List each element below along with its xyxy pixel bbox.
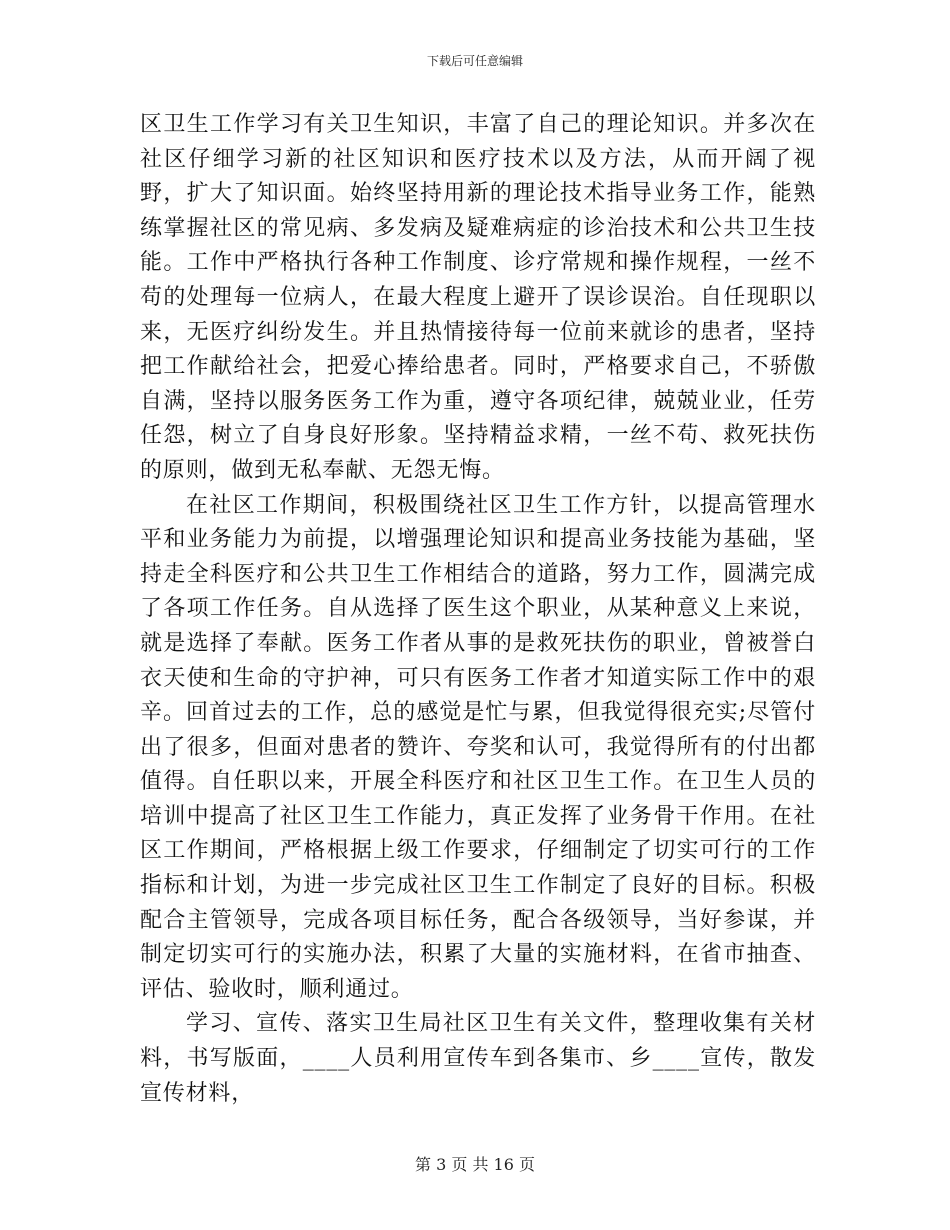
document-body	[140, 108, 816, 1111]
page-header: 下载后可任意编辑	[426, 54, 523, 68]
paragraph-publicity: 学习、宣传、落实卫生局社区卫生有关文件，整理收集有关材料，书写版面，____人员利用宣传车到各集市、乡____宣传，散发宣传材料，	[140, 1011, 816, 1106]
paragraph-continuation: 区卫生工作学习有关卫生知识，丰富了自己的理论知识。并多次在社区仔细学习新的社区知识和医疗技术以及方法，从而开阔了视野，扩大了知识面。始终坚持用新的理论技术指导业务工作，能熟练掌握社区的常见病、多发病及疑难病症的诊治技术和公共卫生技能。工作中严格执行各种工作制度、诊疗常规和操作规程，一丝不苟的处理每一位病人，在最大程度上避开了误诊误治。自任现职以来，无医疗纠纷发生。并且热情接待每一位前来就诊的患者，坚持把工作献给社会，把爱心捧给患者。同时，严格要求自己，不骄傲自满，坚持以服务医务工作为重，遵守各项纪律，兢兢业业，任劳任怨，树立了自身良好形象。坚持精益求精，一丝不苟、救死扶伤的原则，做到无私奉献、无怨无悔。	[140, 112, 816, 483]
paragraph-community-work: 在社区工作期间，积极围绕社区卫生工作方针，以提高管理水平和业务能力为前提，以增强理论知识和提高业务技能为基础，坚持走全科医疗和公共卫生工作相结合的道路，努力工作，圆满完成了各项工作任务。自从选择了医生这个职业，从某种意义上来说，就是选择了奉献。医务工作者从事的是救死扶伤的职业，曾被誉白衣天使和生命的守护神，可只有医务工作者才知道实际工作中的艰辛。回首过去的工作，总的感觉是忙与累，但我觉得很充实;尽管付出了很多，但面对患者的赞许、夸奖和认可，我觉得所有的付出都值得。自任职以来，开展全科医疗和社区卫生工作。在卫生人员的培训中提高了社区卫生工作能力，真正发挥了业务骨干作用。在社区工作期间，严格根据上级工作要求，仔细制定了切实可行的工作指标和计划，为进一步完成社区卫生工作制定了良好的目标。积极配合主管领导，完成各项目标任务，配合各级领导，当好参谋，并制定切实可行的实施办法，积累了大量的实施材料，在省市抽查、评估、验收时，顺利通过。	[140, 492, 816, 1002]
page-number: 第 3 页 共 16 页	[415, 1155, 535, 1174]
